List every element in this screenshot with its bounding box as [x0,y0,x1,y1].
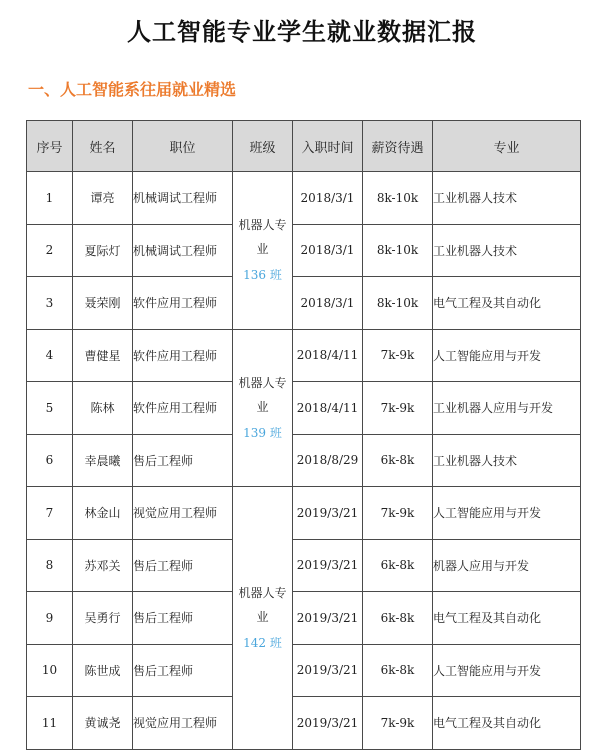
job-position: 软件应用工程师 [133,382,233,435]
hire-date: 2018/3/1 [293,172,363,225]
hire-date: 2018/4/11 [293,329,363,382]
table-row [27,224,581,277]
job-position: 售后工程师 [133,592,233,645]
table-header-row [27,121,581,172]
table-row [27,172,581,225]
row-number: 7 [27,487,73,540]
row-number: 2 [27,224,73,277]
class-label: 机器人专业 [238,585,287,624]
class-group [233,487,293,750]
row-number: 11 [27,697,73,750]
major: 工业机器人技术 [433,434,581,487]
table-row [27,539,581,592]
employee-name: 林金山 [73,487,133,540]
job-position: 视觉应用工程师 [133,697,233,750]
class-number: 139 班 [243,425,282,440]
row-number: 1 [27,172,73,225]
job-position: 软件应用工程师 [133,329,233,382]
header-date: 入职时间 [293,121,363,172]
job-position: 视觉应用工程师 [133,487,233,540]
table-body [27,172,581,750]
header-salary: 薪资待遇 [363,121,433,172]
class-number: 142 班 [243,635,282,650]
row-number: 9 [27,592,73,645]
hire-date: 2019/3/21 [293,644,363,697]
hire-date: 2018/3/1 [293,277,363,330]
salary-range: 7k-9k [363,329,433,382]
header-no: 序号 [27,121,73,172]
salary-range: 7k-9k [363,697,433,750]
hire-date: 2018/3/1 [293,224,363,277]
major: 工业机器人技术 [433,172,581,225]
hire-date: 2019/3/21 [293,592,363,645]
hire-date: 2019/3/21 [293,539,363,592]
employee-name: 苏邓关 [73,539,133,592]
employee-name: 曹健星 [73,329,133,382]
job-position: 机械调试工程师 [133,172,233,225]
job-position: 售后工程师 [133,644,233,697]
hire-date: 2019/3/21 [293,697,363,750]
class-group [233,329,293,487]
page-title: 人工智能专业学生就业数据汇报 [127,18,477,46]
employee-name: 陈世成 [73,644,133,697]
table-row [27,382,581,435]
salary-range: 6k-8k [363,434,433,487]
job-position: 机械调试工程师 [133,224,233,277]
class-label: 机器人专业 [238,218,287,257]
major: 电气工程及其自动化 [433,697,581,750]
row-number: 5 [27,382,73,435]
major: 机器人应用与开发 [433,539,581,592]
salary-range: 8k-10k [363,224,433,277]
employee-name: 黄诚尧 [73,697,133,750]
header-position: 职位 [133,121,233,172]
major: 工业机器人技术 [433,224,581,277]
major: 人工智能应用与开发 [433,329,581,382]
table-row [27,644,581,697]
employee-name: 陈林 [73,382,133,435]
header-major: 专业 [433,121,581,172]
section-heading: 一、人工智能系往届就业精选 [28,80,237,99]
salary-range: 8k-10k [363,172,433,225]
row-number: 8 [27,539,73,592]
table-row [27,697,581,750]
salary-range: 7k-9k [363,487,433,540]
row-number: 10 [27,644,73,697]
table-row [27,434,581,487]
major: 工业机器人应用与开发 [433,382,581,435]
major: 电气工程及其自动化 [433,592,581,645]
hire-date: 2018/4/11 [293,382,363,435]
salary-range: 8k-10k [363,277,433,330]
job-position: 售后工程师 [133,434,233,487]
salary-range: 6k-8k [363,592,433,645]
header-class: 班级 [233,121,293,172]
row-number: 6 [27,434,73,487]
major: 人工智能应用与开发 [433,644,581,697]
salary-range: 7k-9k [363,382,433,435]
employee-name: 聂荣刚 [73,277,133,330]
major: 人工智能应用与开发 [433,487,581,540]
row-number: 3 [27,277,73,330]
class-number: 136 班 [243,268,282,283]
major: 电气工程及其自动化 [433,277,581,330]
employee-name: 吴勇行 [73,592,133,645]
salary-range: 6k-8k [363,539,433,592]
hire-date: 2019/3/21 [293,487,363,540]
table-row [27,329,581,382]
table-row [27,277,581,330]
employment-table [26,120,581,750]
job-position: 软件应用工程师 [133,277,233,330]
class-group [233,172,293,330]
header-name: 姓名 [73,121,133,172]
employee-name: 幸晨曦 [73,434,133,487]
employee-name: 夏际灯 [73,224,133,277]
class-label: 机器人专业 [238,375,287,414]
table-row [27,592,581,645]
row-number: 4 [27,329,73,382]
job-position: 售后工程师 [133,539,233,592]
employee-name: 谭亮 [73,172,133,225]
salary-range: 6k-8k [363,644,433,697]
table-row [27,487,581,540]
hire-date: 2018/8/29 [293,434,363,487]
